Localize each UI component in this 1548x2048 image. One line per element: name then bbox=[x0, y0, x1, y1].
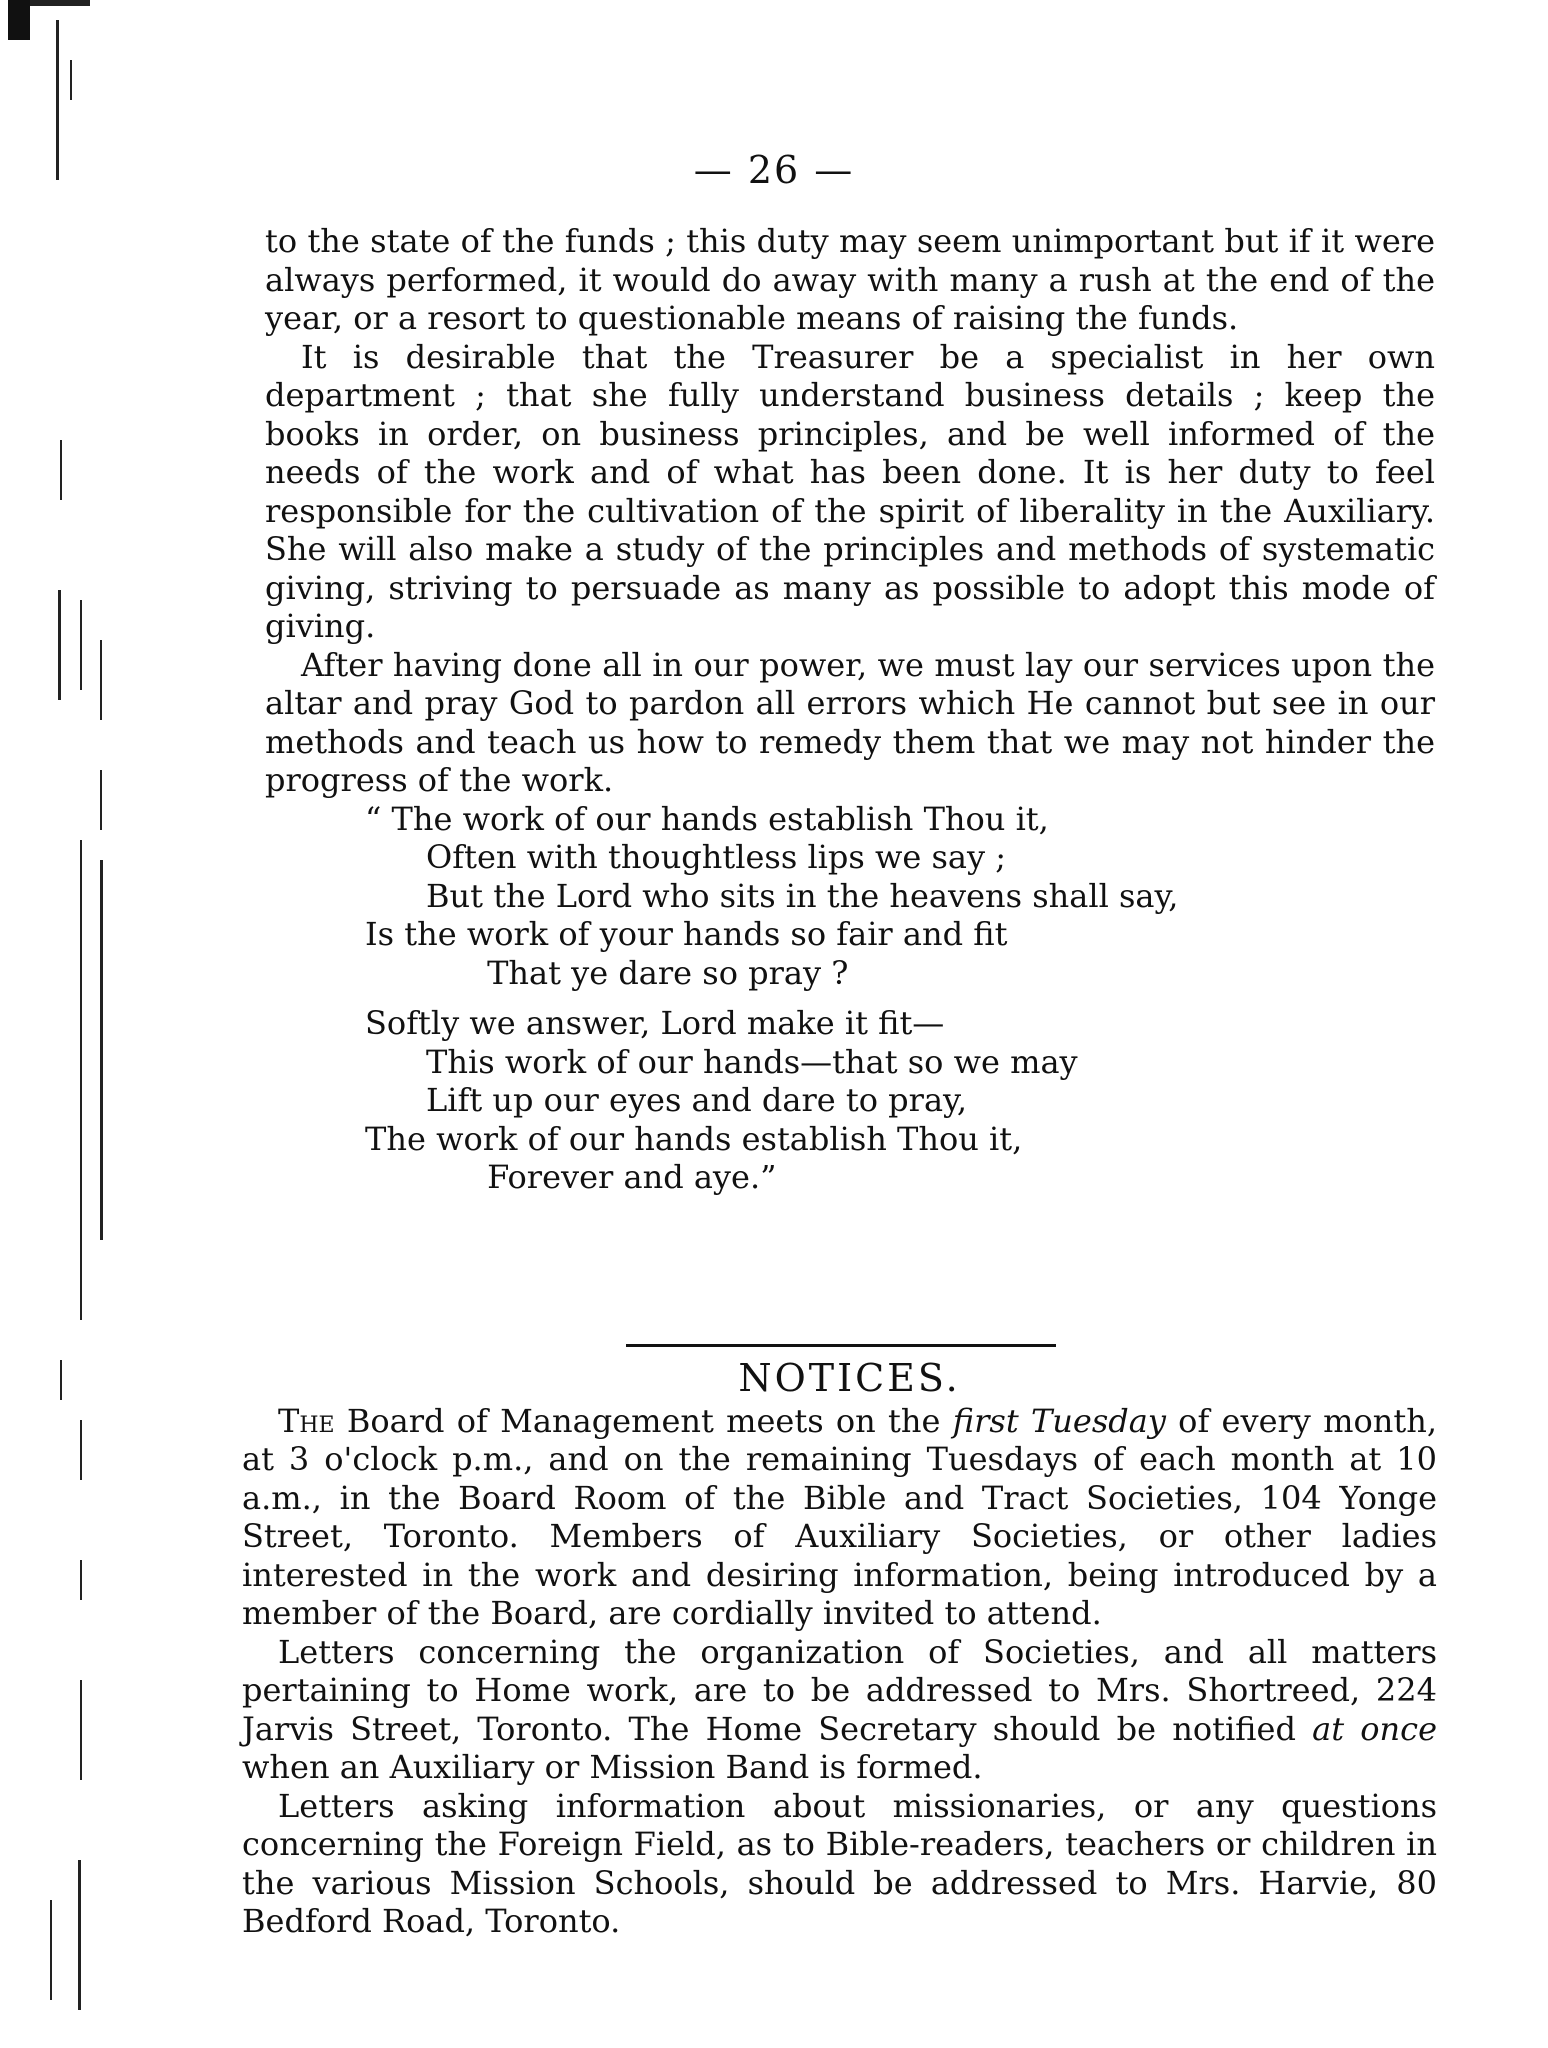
paragraph-funds: to the state of the funds ; this duty may seem unimportant but if it were always performed, it would do away with many a rush at the end of the year, or a resort to questionable means of raising the funds. bbox=[265, 222, 1435, 337]
section-divider bbox=[626, 1344, 1056, 1347]
paragraph-treasurer: It is desirable that the Treasurer be a specialist in her own department ; that she fully understand business details ; keep the books in order, on business principles, and be well informed of the needs of the work and of what has been done. It is her duty to feel responsible for the cultivation of the spirit of liberality in the Auxiliary. She will also make a study of the principles and methods of systematic giving, striving to persuade as many as possible to adopt this mode of giving. bbox=[265, 337, 1435, 645]
poem-line: Lift up our eyes and dare to pray, bbox=[365, 1081, 968, 1119]
poem-line: Forever and aye.” bbox=[365, 1158, 777, 1196]
poem-line: Is the work of your hands so fair and fit bbox=[365, 915, 1008, 953]
page-number: — 26 — bbox=[693, 148, 855, 192]
notice-board-meetings bbox=[242, 1402, 1437, 1633]
notice-text: when an Auxiliary or Mission Band is formed. bbox=[242, 1748, 983, 1786]
notices-heading: NOTICES. bbox=[738, 1356, 961, 1400]
poem-line: Often with thoughtless lips we say ; bbox=[365, 838, 1007, 876]
notice-emphasis: first Tuesday bbox=[952, 1401, 1166, 1440]
notices-section bbox=[242, 1330, 1437, 1941]
poem-line: But the Lord who sits in the heavens shall say, bbox=[365, 876, 1179, 915]
body-text bbox=[265, 222, 1435, 1197]
notice-lead-word: The bbox=[278, 1401, 335, 1440]
notice-foreign-field: Letters asking information about missionaries, or any questions concerning the Foreign Field, as to Bible-readers, teachers or children in the various Mission Schools, should be addressed to Mrs. Harvie, 80 Bedford Road, Toronto. bbox=[242, 1786, 1437, 1940]
poem-line: “ The work of our hands establish Thou it, bbox=[365, 799, 1049, 838]
notice-text: Letters concerning the organization of Societies, and all matters pertaining to Home work, are to be addressed to Mrs. Shortreed, 224 Jarvis Street, Toronto. The Home Secretary should be notified bbox=[242, 1632, 1437, 1748]
poem-line: The work of our hands establish Thou it, bbox=[365, 1119, 1023, 1158]
paragraph-services: After having done all in our power, we must lay our services upon the altar and pray God to pardon all errors which He cannot but see in our methods and teach us how to remedy them that we may not hinder the progress of the work. bbox=[265, 645, 1435, 799]
scan-margin-marks bbox=[0, 0, 120, 2048]
notice-text: Board of Management meets on the bbox=[334, 1401, 953, 1440]
poem-line: Softly we answer, Lord make it fit— bbox=[365, 1004, 945, 1042]
notice-home-work bbox=[242, 1633, 1437, 1787]
notice-text: of every month, at 3 o'clock p.m., and on the remaining Tuesdays of each month at 10 a.m., in the Board Room of the Bible and Tract Societies, 104 Yonge Street, Toronto. Members of Auxiliary Societies, or other ladies interested in the work and desiring information, being introduced by a member of the Board, are cordially invited to attend. bbox=[242, 1401, 1438, 1632]
poem-line: This work of our hands—that so we may bbox=[365, 1042, 1078, 1081]
notice-emphasis: at once bbox=[1312, 1709, 1438, 1748]
poem bbox=[365, 800, 1435, 1197]
poem-line: That ye dare so pray ? bbox=[365, 953, 849, 992]
